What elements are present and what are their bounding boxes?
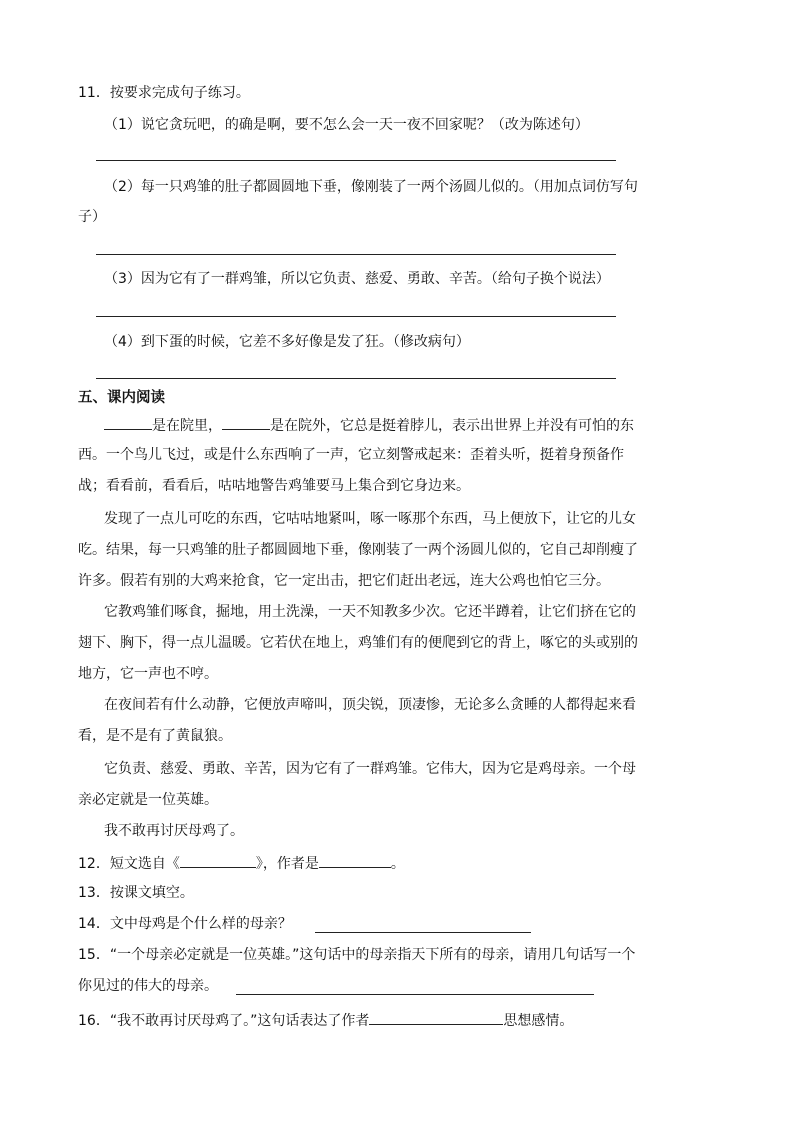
question-14: 14．文中母鸡是个什么样的母亲？: [78, 916, 292, 932]
passage-p3-line2: 翅下、胸下，得一点儿温暖。它若伏在地上，鸡雏们有的便爬到它的背上，啄它的头或别的: [78, 635, 638, 651]
passage-p4-line2: 看，是不是有了黄鼠狼。: [78, 728, 232, 744]
q12-author-blank[interactable]: [319, 853, 391, 868]
passage-p1-line2: 西。一个鸟儿飞过，或是什么东西响了一声，它立刻警戒起来：歪着头听，挺着身预备作: [78, 447, 624, 463]
passage-p5-line1: 它负责、慈爱、勇敢、辛苦，因为它有了一群鸡雏。它伟大，因为它是鸡母亲。一个母: [104, 761, 636, 777]
passage-p1-line1: 是在院里， 是在院外，它总是挺着脖儿，表示出世界上并没有可怕的东: [104, 415, 634, 437]
passage-blank-1[interactable]: [104, 415, 152, 430]
passage-p5-line2: 亲必定就是一位英雄。: [78, 792, 218, 808]
passage-blank-2[interactable]: [222, 415, 270, 430]
answer-line-q11-3[interactable]: [96, 316, 616, 317]
question-13: 13．按课文填空。: [78, 885, 194, 901]
q16-blank[interactable]: [369, 1010, 503, 1025]
answer-line-q11-2[interactable]: [96, 254, 616, 255]
question-11: [78, 84, 250, 104]
answer-line-q14[interactable]: [315, 932, 531, 933]
question-16: 16．“我不敢再讨厌母鸡了。”这句话表达了作者 思想感情。: [78, 1010, 573, 1032]
q11-item-3: （3）因为它有了一群鸡雏，所以它负责、慈爱、勇敢、辛苦。（给句子换个说法）: [104, 271, 610, 287]
answer-line-q15[interactable]: [236, 994, 594, 995]
q11-item-4: （4）到下蛋的时候，它差不多好像是发了狂。（修改病句）: [104, 334, 470, 350]
q11-item-2-line1: （2）每一只鸡雏的肚子都圆圆地下垂，像刚装了一两个汤圆儿似的。（用加点词仿写句: [104, 179, 638, 195]
passage-p3-line3: 地方，它一声也不哼。: [78, 666, 218, 682]
q11-item-1: （1）说它贪玩吧，的确是啊，要不怎么会一天一夜不回家呢？（改为陈述句）: [104, 117, 589, 133]
answer-line-q11-1[interactable]: [96, 160, 616, 161]
passage-p3-line1: 它教鸡雏们啄食，掘地，用土洗澡，一天不知教多少次。它还半蹲着，让它们挤在它的: [104, 604, 636, 620]
answer-line-q11-4[interactable]: [96, 378, 616, 379]
q11-item-2-line2: 子）: [78, 209, 106, 225]
question-11-text: 按要求完成句子练习。: [109, 85, 250, 101]
question-15-line1: 15．“一个母亲必定就是一位英雄。”这句话中的母亲指天下所有的母亲，请用几句话写一个: [78, 947, 636, 963]
q12-book-blank[interactable]: [180, 853, 256, 868]
passage-p6: 我不敢再讨厌母鸡了。: [104, 823, 244, 839]
passage-p2-line1: 发现了一点儿可吃的东西，它咕咕地紧叫，啄一啄那个东西，马上便放下，让它的儿女: [104, 511, 636, 527]
passage-p1-line3: 战；看看前，看看后，咕咕地警告鸡雏要马上集合到它身边来。: [78, 478, 470, 494]
passage-p2-line2: 吃。结果，每一只鸡雏的肚子都圆圆地下垂，像刚装了一两个汤圆儿似的，它自己却削瘦了: [78, 542, 638, 558]
section-5-heading: 五、课内阅读: [78, 390, 165, 406]
passage-p2-line3: 许多。假若有别的大鸡来抢食，它一定出击，把它们赶出老远，连大公鸡也怕它三分。: [78, 573, 610, 589]
question-15-line2: 你见过的伟大的母亲。: [78, 978, 218, 994]
question-12: 12．短文选自《 》，作者是 。: [78, 853, 405, 875]
passage-p4-line1: 在夜间若有什么动静，它便放声啼叫，顶尖锐，顶凄惨，无论多么贪睡的人都得起来看: [104, 697, 636, 713]
question-11-number: 11．: [78, 85, 110, 101]
